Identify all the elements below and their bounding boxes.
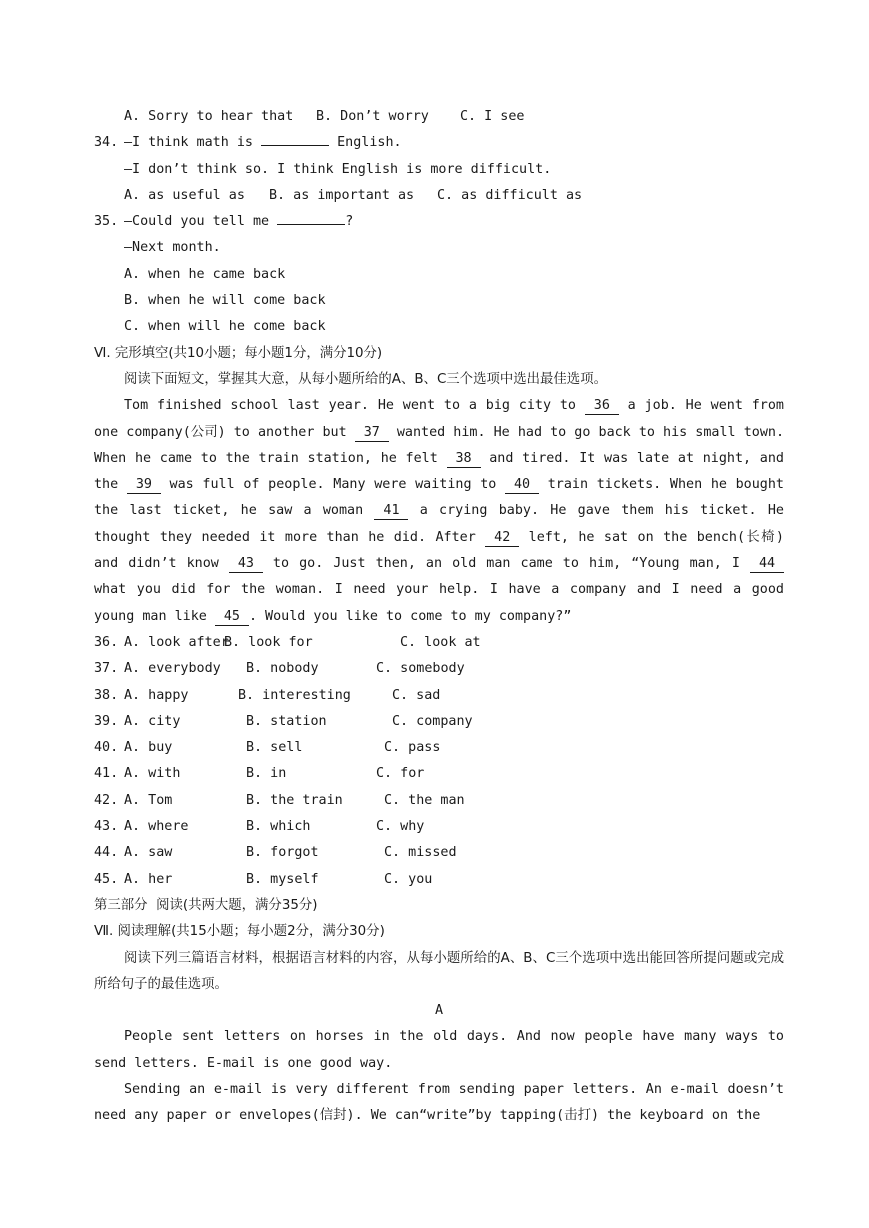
option-a: A. with <box>124 766 181 782</box>
question-number: 42. <box>94 792 119 808</box>
q35-number: 35. <box>94 214 119 230</box>
cloze-question-row <box>94 840 784 866</box>
option-b: B. the train <box>246 792 343 808</box>
q35-option-a: A. when he came back <box>124 266 286 282</box>
option-b: B. sell <box>246 740 303 756</box>
cloze-text: a job. He went from one company(公司) to another but <box>94 398 784 440</box>
q35-stem <box>94 209 784 235</box>
option-c: C. pass <box>384 740 441 756</box>
option-c: C. company <box>392 713 473 729</box>
option-a: A. buy <box>124 740 173 756</box>
q33-option-c: C. I see <box>460 109 525 124</box>
option-c: C. missed <box>384 845 457 861</box>
cloze-blank: 43 <box>229 556 263 573</box>
option-c: C. for <box>376 766 425 782</box>
question-number: 43. <box>94 819 119 835</box>
option-b: B. station <box>246 713 327 729</box>
q34-options <box>94 183 784 209</box>
cloze-text: Tom finished school last year. He went to a big city to <box>124 398 585 414</box>
section6-instruction: 阅读下面短文，掌握其大意，从每小题所给的A、B、C三个选项中选出最佳选项。 <box>124 371 607 387</box>
option-a: A. city <box>124 713 181 729</box>
option-b: B. which <box>246 819 311 835</box>
q35-line2: —Next month. <box>124 240 221 256</box>
cloze-text: was full of people. Many were waiting to <box>160 477 506 493</box>
question-number: 36. <box>94 634 119 650</box>
option-c: C. somebody <box>376 661 465 677</box>
cloze-blank: 44 <box>750 556 784 573</box>
cloze-text: what you did for the woman. I need your help. I have a company and I need a good young man like <box>94 582 784 624</box>
exam-page <box>94 104 784 1130</box>
q34-stem <box>94 130 784 156</box>
cloze-blank: 37 <box>355 425 389 442</box>
cloze-passage <box>94 393 784 630</box>
option-a: A. happy <box>124 687 189 703</box>
q34-option-c: C. as difficult as <box>437 187 583 203</box>
option-b: B. look for <box>224 634 313 650</box>
q34-number: 34. <box>94 135 119 151</box>
cloze-question-row <box>94 683 784 709</box>
cloze-text: a crying baby. He gave them his ticket. He thought they needed it more than he did. After <box>94 503 784 545</box>
reading-paragraph-1-text: People sent letters on horses in the old days. And now people have many ways to send letters. E-mail is one good way. <box>94 1029 784 1071</box>
cloze-question-row <box>94 656 784 682</box>
passage-label: A <box>434 1003 444 1019</box>
cloze-blank: 41 <box>374 503 408 520</box>
option-c: C. the man <box>384 792 465 808</box>
option-b: B. in <box>246 766 287 782</box>
part3-heading: 第三部分 阅读(共两大题，满分35分) <box>94 897 318 913</box>
cloze-question-row <box>94 788 784 814</box>
q35-line1 <box>124 209 353 235</box>
cloze-text: wanted him. He had to go back to his small town. When he came to the train station, he felt <box>94 424 785 466</box>
cloze-question-row <box>94 814 784 840</box>
option-a: A. everybody <box>124 661 221 677</box>
cloze-question-row <box>94 761 784 787</box>
cloze-question-row <box>94 709 784 735</box>
option-a: A. Tom <box>124 792 173 808</box>
q34-line1-before: —I think math is <box>124 135 253 151</box>
cloze-text: and tired. It was late at night, and the <box>94 450 784 493</box>
q35-line1-before: —Could you tell me <box>124 214 270 230</box>
cloze-question-row <box>94 735 784 761</box>
cloze-text: . Would you like to come to my company?” <box>248 608 572 624</box>
cloze-blank: 45 <box>215 609 249 626</box>
option-a: A. her <box>124 871 173 887</box>
option-b: B. nobody <box>246 661 319 677</box>
question-number: 38. <box>94 687 119 703</box>
cloze-blank: 36 <box>585 398 619 415</box>
option-c: C. sad <box>392 687 441 703</box>
question-number: 39. <box>94 713 119 729</box>
cloze-text: left, he sat on the bench(长椅) and didn’t know <box>94 529 784 572</box>
reading-paragraph-2 <box>94 1077 784 1130</box>
question-number: 45. <box>94 871 119 887</box>
section7-instruction-text: 阅读下列三篇语言材料，根据语言材料的内容，从每小题所给的A、B、C三个选项中选出能回答所提问题或完成所给句子的最佳选项。 <box>94 950 784 992</box>
question-number: 41. <box>94 766 119 782</box>
question-number: 44. <box>94 845 119 861</box>
cloze-blank: 40 <box>505 477 539 494</box>
q34-line1-after: English. <box>337 135 402 151</box>
reading-paragraph-1 <box>94 1024 784 1077</box>
option-a: A. where <box>124 819 189 835</box>
q35-line1-after: ? <box>345 214 354 230</box>
option-a: A. look after <box>124 634 229 650</box>
q35-blank <box>277 210 345 225</box>
option-b: B. interesting <box>238 687 351 703</box>
q34-option-a: A. as useful as <box>124 187 245 203</box>
cloze-blank: 39 <box>127 477 161 494</box>
cloze-questions <box>94 630 784 893</box>
q34-blank <box>261 131 329 146</box>
cloze-blank: 38 <box>447 451 481 468</box>
q33-option-b: B. Don’t worry <box>316 109 429 124</box>
question-number: 40. <box>94 740 119 756</box>
option-c: C. why <box>376 819 425 835</box>
q33-options <box>94 104 784 130</box>
option-c: C. you <box>384 871 433 887</box>
option-a: A. saw <box>124 845 173 861</box>
q34-line2: —I don’t think so. I think English is more difficult. <box>124 161 552 177</box>
cloze-text: train tickets. When he bought the last ticket, he saw a woman <box>94 477 784 519</box>
cloze-question-row <box>94 630 784 656</box>
q34-line1 <box>124 130 402 156</box>
q35-option-b: B. when he will come back <box>124 293 326 309</box>
question-number: 37. <box>94 661 119 677</box>
option-b: B. myself <box>246 871 319 887</box>
section6-heading: Ⅵ. 完形填空(共10小题；每小题1分，满分10分) <box>94 345 383 361</box>
cloze-question-row <box>94 867 784 893</box>
section7-instruction <box>94 946 784 999</box>
q33-option-a: A. Sorry to hear that <box>124 109 294 124</box>
q35-option-c: C. when will he come back <box>124 319 326 335</box>
reading-paragraph-2-text: Sending an e-mail is very different from sending paper letters. An e-mail doesn’t need any paper or envelopes(信封). We can“write”by tapping(击打) the keyboard on the <box>94 1081 784 1124</box>
section7-heading: Ⅶ. 阅读理解(共15小题；每小题2分，满分30分) <box>94 924 385 940</box>
q34-option-b: B. as important as <box>269 187 415 203</box>
option-b: B. forgot <box>246 845 319 861</box>
option-c: C. look at <box>400 634 481 650</box>
cloze-blank: 42 <box>485 530 519 547</box>
cloze-text: to go. Just then, an old man came to him, “Young man, I <box>262 556 750 572</box>
